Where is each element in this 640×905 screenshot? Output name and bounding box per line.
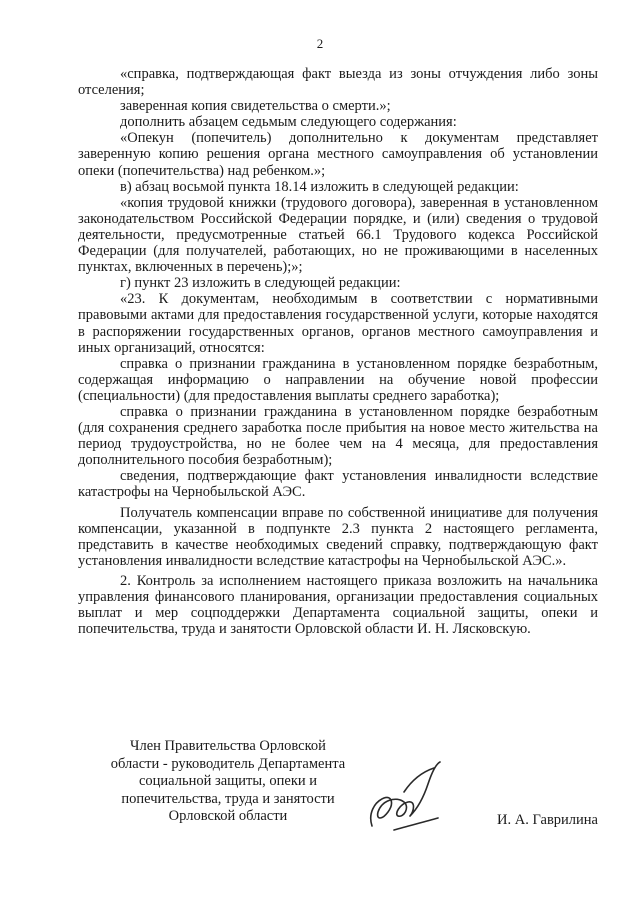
signatory-title-line: Член Правительства Орловской [130,738,326,754]
paragraph: «копия трудовой книжки (трудового договора), заверенная в установленном законодательством Российской Федерации порядке, и (или) сведения о трудовой деятельности, предусмотренные статьей 66.1 Трудового кодекса Российской Федерации (для получателей, работающих, но не проживающими в населенных пунктах, включенных в перечень);»; [78,194,598,276]
signatory-title-line: социальной защиты, опеки и [138,773,318,789]
signatory-title-line: Орловской области [168,808,288,824]
paragraph: «Опекун (попечитель) дополнительно к документам представляет заверенную копию решения органа местного самоуправления об установлении опеки (попечительства) над ребенком.»; [78,130,598,179]
paragraph: дополнить абзацем седьмым следующего содержания: [120,114,457,131]
handwritten-signature [364,756,454,834]
paragraph: справка о признании гражданина в установленном порядке безработным, содержащая информацию о направлении на обучение новой профессии (специальности) (для предоставления выплаты среднего заработка); [78,355,598,404]
paragraph: сведения, подтверждающие факт установления инвалидности вследствие катастрофы на Чернобыльской АЭС. [78,468,598,501]
signatory-title-line: попечительства, труда и занятости [121,790,335,807]
paragraph: 2. Контроль за исполнением настоящего приказа возложить на начальника управления финансового планирования, организации предоставления социальных выплат и мер соцподдержки Департамента социальной защиты, опеки и попечительства, труда и занятости Орловской области И. Н. Лясковскую. [78,572,598,638]
paragraph: Получатель компенсации вправе по собственной инициативе для получения компенсации, указанной в подпункте 2.3 пункта 2 настоящего регламента, представить в качестве необходимых сведений справку, подтверждающую факт установления инвалидности вследствие катастрофы на Чернобыльской АЭС.». [78,504,598,569]
page-number: 2 [316,36,324,51]
paragraph: «23. К документам, необходимым в соответствии с нормативными правовыми актами для предоставления государственной услуги, которые находятся в распоряжении государственных органов, органов местного самоуправления и иных организаций, относятся: [78,291,598,356]
paragraph: в) абзац восьмой пункта 18.14 изложить в следующей редакции: [120,178,519,195]
signature-block [78,738,598,838]
signatory-name: И. А. Гаврилина [497,812,598,828]
document-body [78,66,598,637]
paragraph: г) пункт 23 изложить в следующей редакции: [120,275,401,292]
paragraph: заверенная копия свидетельства о смерти.»; [120,98,391,115]
paragraph: справка о признании гражданина в установленном порядке безработным (для сохранения среднего заработка после прибытия на новое место жительства на период трудоустройства, но не более чем на 4 месяца, для предоставления дополнительного пособия безработным); [78,403,598,469]
paragraph: «справка, подтверждающая факт выезда из зоны отчуждения либо зоны отселения; [78,66,598,99]
signatory-title [78,738,378,826]
signatory-title-line: области - руководитель Департамента [110,755,346,772]
